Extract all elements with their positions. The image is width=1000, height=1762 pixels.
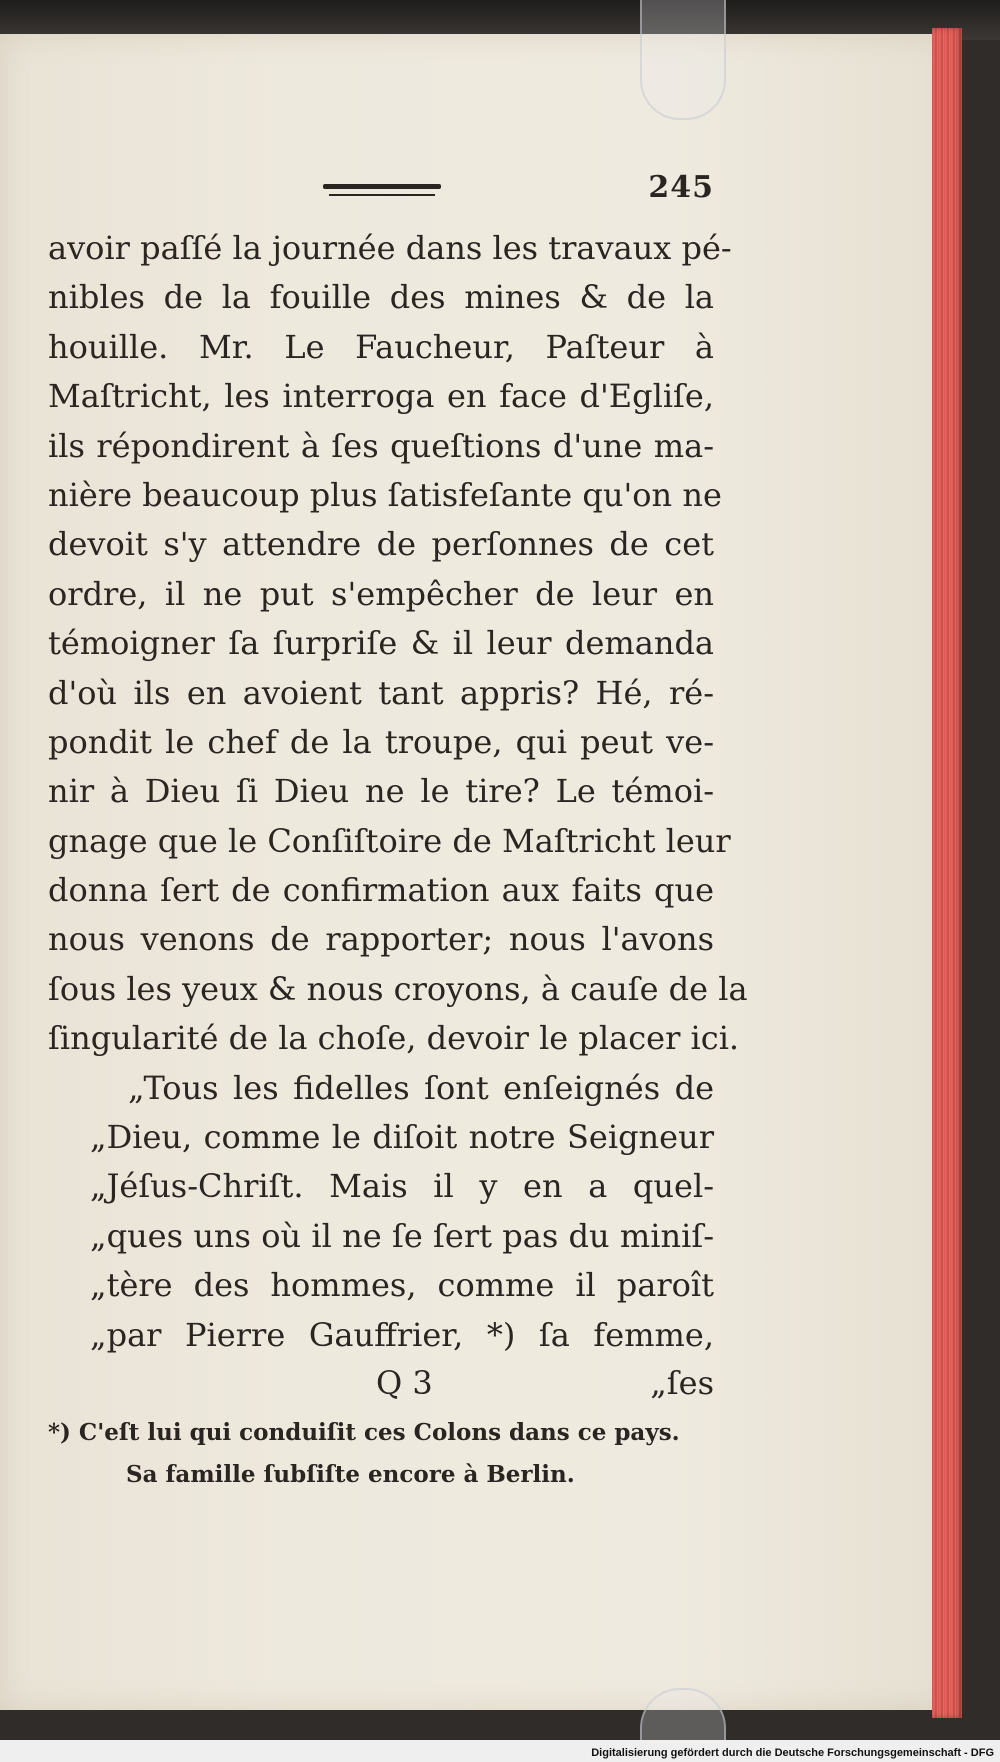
text-line: témoigner ſa ſurpriſe & il leur demanda — [48, 624, 714, 663]
text-line: avoir paſſé la journée dans les travaux pé- — [48, 229, 732, 267]
body-text — [48, 224, 748, 1360]
running-header — [48, 170, 714, 220]
signature-row — [48, 1360, 714, 1406]
quote-line: „Tous les fidelles ſont enſeignés de — [128, 1068, 714, 1107]
footnotes — [48, 1412, 714, 1496]
header-rule — [323, 184, 441, 189]
red-page-edge — [932, 28, 962, 1718]
text-line: donna ſert de confirmation aux faits que — [48, 871, 714, 910]
text-line: ils répondirent à ſes queſtions d'une ma- — [48, 426, 714, 465]
catchword: „ſes — [650, 1363, 714, 1402]
quote-line: „par Pierre Gauffrier, *) ſa femme, — [90, 1315, 714, 1354]
footer-bar — [0, 1740, 1000, 1762]
quote-line: „ques uns où il ne ſe ſert pas du miniſ- — [90, 1216, 714, 1255]
text-line: gnage que le Conſiſtoire de Maſtricht leur — [48, 821, 731, 860]
text-line: ordre, il ne put s'empêcher de leur en — [48, 574, 714, 613]
text-line: nous venons de rapporter; nous l'avons — [48, 920, 714, 959]
text-line: pondit le chef de la troupe, qui peut ve- — [48, 722, 714, 761]
footnote-line: Sa famille ſubſiſte encore à Berlin. — [126, 1460, 575, 1488]
quote-line: „Jéſus-Chriſt. Mais il y en a quel- — [90, 1167, 714, 1206]
text-line: ſous les yeux & nous croyons, à cauſe de la — [48, 969, 748, 1008]
page-text-block — [48, 170, 748, 1496]
text-line: nibles de la fouille des mines & de la — [48, 278, 714, 317]
quote-line: „Dieu, comme le diſoit notre Seigneur — [90, 1118, 714, 1157]
text-line: nir à Dieu ſi Dieu ne le tire? Le témoi- — [48, 772, 714, 811]
funding-credit: Digitalisierung gefördert durch die Deutsche Forschungsgemeinschaft - DFG — [591, 1747, 994, 1759]
text-line: devoit s'y attendre de perſonnes de cet — [48, 525, 714, 564]
quote-line: „tère des hommes, comme il paroît — [90, 1266, 714, 1305]
footnote-line: *) C'eſt lui qui conduiſit ces Colons dans ce pays. — [48, 1418, 680, 1446]
text-line: nière beaucoup plus ſatisfeſante qu'on ne — [48, 475, 722, 514]
text-line: ſingularité de la choſe, devoir le placer ici. — [48, 1019, 740, 1058]
text-line: Maſtricht, les interroga en face d'Egliſe, — [48, 377, 714, 416]
text-line: houille. Mr. Le Faucheur, Paſteur à — [48, 327, 714, 366]
text-line: d'où ils en avoient tant appris? Hé, ré- — [48, 673, 714, 712]
page-number: 245 — [648, 170, 714, 205]
page-clip-top — [640, 0, 726, 120]
signature-mark: Q 3 — [376, 1363, 433, 1402]
